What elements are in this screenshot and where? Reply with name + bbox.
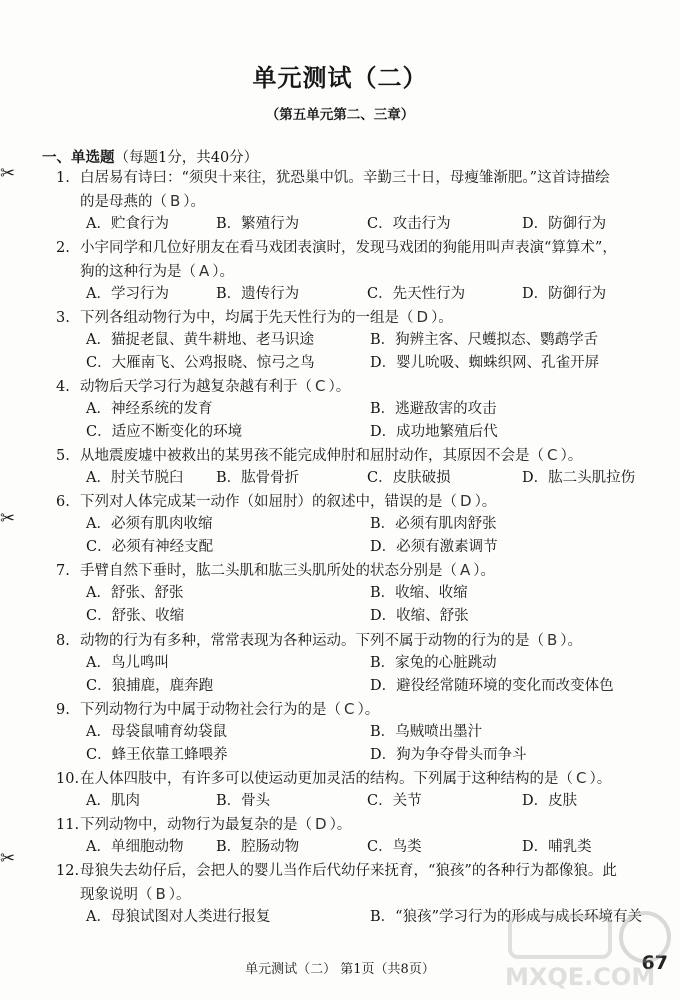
option-a: A．鸟儿鸣叫 [86, 655, 169, 671]
option-b: B．腔肠动物 [216, 839, 300, 855]
option-a: A．神经系统的发育 [86, 401, 213, 417]
section-title: 一、单选题 [42, 150, 115, 166]
option-a: A．必须有肌肉收缩 [86, 516, 213, 532]
option-c: C．皮肤破损 [367, 470, 451, 486]
section-note: （每题1分，共40分） [114, 150, 259, 166]
handwritten-answer: B [155, 885, 166, 903]
handwritten-answer: A [460, 561, 471, 579]
watermark-logo [495, 905, 675, 993]
question-text: ）。 [328, 379, 351, 395]
handwritten-answer: C [344, 700, 355, 718]
question-number: 5. [56, 448, 70, 464]
question-stem-cont [80, 191, 205, 212]
option-b: B．骨头 [216, 793, 271, 809]
question-text: ）。 [589, 771, 612, 787]
question-stem [56, 238, 617, 258]
question-text: ）。 [329, 817, 352, 833]
option-c: C．蜂王依靠工蜂喂养 [86, 747, 228, 763]
question-number: 1. [56, 170, 70, 186]
option-d: D．狗为争夺骨头而争斗 [370, 747, 527, 763]
question-text: 下列各组动物行为中，均属于先天性行为的一组是（ [80, 310, 414, 326]
question-text: 下列动物行为中属于动物社会行为的是（ [80, 702, 341, 718]
question-stem [56, 814, 351, 835]
option-a: A．单细胞动物 [86, 839, 184, 855]
option-a: A．肘关节脱臼 [86, 470, 184, 486]
option-c: C．先天性行为 [367, 286, 466, 302]
question-stem [56, 861, 617, 881]
option-b: B．乌贼喷出墨汁 [370, 724, 483, 740]
question-number: 2. [56, 240, 70, 256]
scissors-icon: ✂ [0, 848, 16, 869]
question-stem [56, 768, 611, 789]
svg-text:MXQE.COM: MXQE.COM [505, 963, 656, 991]
option-b: B．遗传行为 [216, 286, 300, 302]
option-a: A．肌肉 [86, 793, 140, 809]
option-b: B．“狼孩”学习行为的形成与成长环境有关 [370, 909, 642, 925]
question-stem-cont [80, 884, 191, 905]
option-d: D．成功地繁殖后代 [370, 424, 498, 440]
option-a: A．贮食行为 [86, 216, 169, 232]
question-number: 3. [56, 310, 70, 326]
handwritten-answer: B [547, 631, 558, 649]
option-d: D．婴儿吮吸、蜘蛛织网、孔雀开屏 [370, 355, 600, 371]
option-c: C．关节 [367, 793, 422, 809]
page-title: 单元测试（二） [252, 64, 428, 92]
handwritten-answer: D [315, 815, 327, 833]
option-b: B．家兔的心脏跳动 [370, 655, 497, 671]
option-d: D．防御行为 [522, 216, 607, 232]
option-b: B．逃避敌害的攻击 [370, 401, 497, 417]
option-c: C．狼捕鹿，鹿奔跑 [86, 678, 214, 694]
question-text: 在人体四肢中，有许多可以使运动更加灵活的结构。下列属于这种结构的是（ [80, 771, 573, 787]
question-text: 从地震废墟中被救出的某男孩不能完成伸肘和屈肘动作，其原因不会是（ [80, 448, 544, 464]
option-b: B．必须有肌肉舒张 [370, 516, 497, 532]
option-b: B．狗辨主客、尺蠖拟态、鹦鹉学舌 [370, 332, 599, 348]
question-text: ）。 [357, 702, 380, 718]
option-c: C．必须有神经支配 [86, 539, 214, 555]
handwritten-answer: C [576, 769, 587, 787]
question-stem [56, 491, 496, 512]
handwritten-answer: D [416, 308, 429, 326]
option-d: D．皮肤 [522, 793, 578, 809]
handwritten-answer: A [199, 262, 210, 280]
question-text: ）。 [560, 633, 583, 649]
option-b: B．肱骨骨折 [216, 470, 300, 486]
question-text: ）。 [474, 494, 497, 510]
question-stem [56, 168, 610, 188]
page-number: 67 [641, 952, 668, 974]
question-number: 6. [56, 494, 70, 510]
option-d: D．必须有激素调节 [370, 539, 498, 555]
option-b: B．繁殖行为 [216, 216, 300, 232]
question-number: 10. [56, 771, 80, 787]
option-b: B．收缩、收缩 [370, 585, 468, 601]
option-c: C．攻击行为 [367, 216, 451, 232]
option-d: D．避役经常随环境的变化而改变体色 [370, 678, 614, 694]
question-text: 现象说明（ [80, 887, 153, 903]
option-a: A．学习行为 [86, 286, 169, 302]
question-text: 下列动物中，动物行为最复杂的是（ [80, 817, 312, 833]
option-d: D．防御行为 [522, 286, 607, 302]
question-text: 小宇同学和几位好朋友在看马戏团表演时，发现马戏团的狗能用叫声表演“算算术”， [80, 240, 617, 256]
question-text: 白居易有诗曰：“须臾十来往，犹恐巢中饥。辛勤三十日，母瘦雏渐肥。”这首诗描绘 [80, 170, 610, 186]
option-a: A．母狼试图对人类进行报复 [86, 909, 271, 925]
question-text: ）。 [183, 194, 206, 210]
question-text: ）。 [168, 887, 191, 903]
question-text: 母狼失去幼仔后，会把人的婴儿当作后代幼仔来抚育，“狼孩”的各种行为都像狼。此 [80, 863, 617, 879]
option-c: C．舒张、收缩 [86, 608, 185, 624]
question-number: 4. [56, 379, 70, 395]
question-number: 7. [56, 563, 70, 579]
question-text: 动物的行为有多种，常常表现为各种运动。下列不属于动物的行为的是（ [80, 633, 544, 649]
handwritten-answer: D [460, 492, 472, 510]
option-c: C．适应不断变化的环境 [86, 424, 243, 440]
option-d: D．收缩、舒张 [370, 608, 469, 624]
question-text: 狗的这种行为是（ [80, 264, 196, 280]
question-stem-cont [80, 261, 234, 282]
question-stem [56, 630, 582, 651]
question-text: 的是母燕的（ [80, 194, 167, 210]
question-stem [56, 307, 453, 328]
page-footer: 单元测试（二） 第1页（共8页） [245, 962, 435, 977]
page-subtitle: （第五单元第二、三章） [265, 107, 415, 123]
question-text: ）。 [473, 563, 496, 579]
question-text: 动物后天学习行为越复杂越有利于（ [80, 379, 312, 395]
scissors-icon: ✂ [0, 508, 16, 529]
scissors-icon: ✂ [0, 163, 16, 184]
question-stem [56, 376, 350, 397]
option-d: D．哺乳类 [522, 839, 592, 855]
question-stem [56, 560, 495, 581]
question-number: 9. [56, 702, 70, 718]
question-number: 11. [56, 817, 80, 833]
question-text: 下列对人体完成某一动作（如屈肘）的叙述中，错误的是（ [80, 494, 457, 510]
handwritten-answer: B [170, 192, 181, 210]
question-text: ）。 [212, 264, 235, 280]
option-a: A．猫捉老鼠、黄牛耕地、老马识途 [86, 332, 314, 348]
option-a: A．母袋鼠哺育幼袋鼠 [86, 724, 227, 740]
question-number: 12. [56, 863, 80, 879]
option-c: C．大雁南飞、公鸡报晓、惊弓之鸟 [86, 355, 315, 371]
option-d: D．肱二头肌拉伤 [522, 470, 636, 486]
question-text: ）。 [431, 310, 453, 326]
question-stem [56, 445, 582, 466]
option-c: C．鸟类 [367, 839, 422, 855]
option-a: A．舒张、舒张 [86, 585, 184, 601]
question-number: 8. [56, 633, 70, 649]
handwritten-answer: C [547, 446, 558, 464]
handwritten-answer: C [315, 377, 326, 395]
question-stem [56, 699, 379, 720]
question-text: ）。 [560, 448, 583, 464]
question-text: 手臂自然下垂时，肱二头肌和肱三头肌所处的状态分别是（ [80, 563, 457, 579]
